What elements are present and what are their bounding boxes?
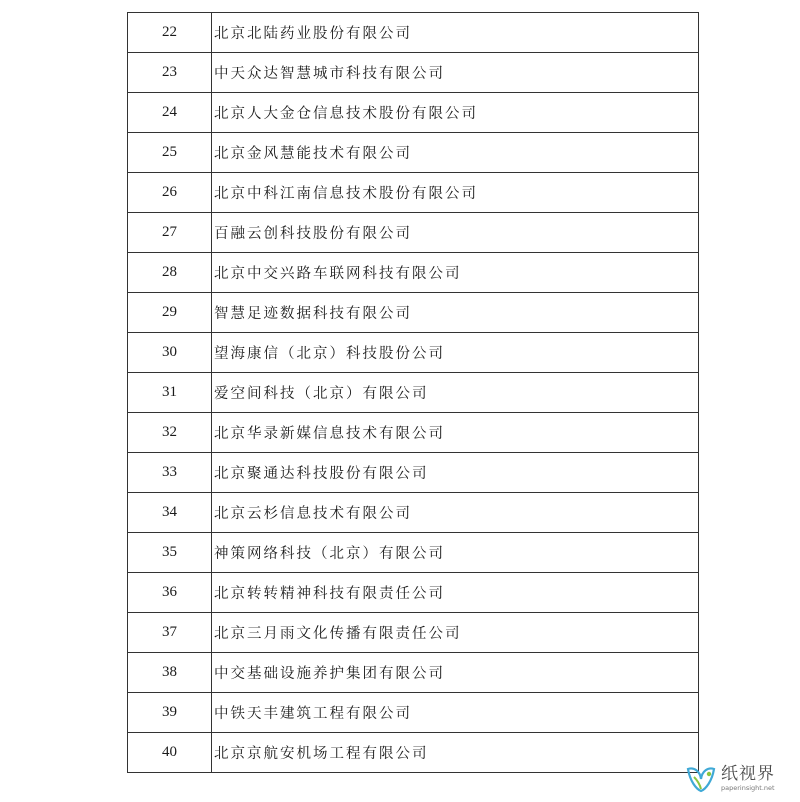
company-name: 百融云创科技股份有限公司 <box>214 226 412 242</box>
row-number: 31 <box>128 373 212 412</box>
watermark-title: 纸视界 <box>721 764 775 784</box>
table-row <box>128 612 698 652</box>
table-row <box>128 732 698 772</box>
table-row <box>128 332 698 372</box>
row-number: 22 <box>128 13 212 52</box>
table-row <box>128 372 698 412</box>
table-row <box>128 492 698 532</box>
row-number: 40 <box>128 733 212 772</box>
company-name: 北京华录新媒信息技术有限公司 <box>214 426 445 442</box>
row-number: 38 <box>128 653 212 692</box>
row-number: 26 <box>128 173 212 212</box>
table-row <box>128 52 698 92</box>
row-number: 32 <box>128 413 212 452</box>
watermark <box>684 756 792 800</box>
company-name: 北京金风慧能技术有限公司 <box>214 146 412 162</box>
company-name: 望海康信（北京）科技股份公司 <box>214 346 445 362</box>
paperinsight-logo-icon <box>684 761 718 795</box>
company-name: 北京北陆药业股份有限公司 <box>214 26 412 42</box>
company-name: 智慧足迹数据科技有限公司 <box>214 306 412 322</box>
company-name: 北京人大金仓信息技术股份有限公司 <box>214 106 478 122</box>
table-row <box>128 252 698 292</box>
company-name: 北京京航安机场工程有限公司 <box>214 746 429 762</box>
table-row <box>128 92 698 132</box>
row-number: 37 <box>128 613 212 652</box>
company-name: 爱空间科技（北京）有限公司 <box>214 386 429 402</box>
table-row <box>128 652 698 692</box>
table-row <box>128 172 698 212</box>
table-row <box>128 132 698 172</box>
company-name: 中交基础设施养护集团有限公司 <box>214 666 445 682</box>
row-number: 28 <box>128 253 212 292</box>
company-name: 北京云杉信息技术有限公司 <box>214 506 412 522</box>
table-row <box>128 292 698 332</box>
row-number: 27 <box>128 213 212 252</box>
row-number: 30 <box>128 333 212 372</box>
company-name: 北京三月雨文化传播有限责任公司 <box>214 626 462 642</box>
row-number: 35 <box>128 533 212 572</box>
row-number: 39 <box>128 693 212 732</box>
company-table <box>127 12 699 773</box>
row-number: 34 <box>128 493 212 532</box>
company-name: 北京中交兴路车联网科技有限公司 <box>214 266 462 282</box>
company-name: 北京转转精神科技有限责任公司 <box>214 586 445 602</box>
table-row <box>128 212 698 252</box>
company-name: 北京聚通达科技股份有限公司 <box>214 466 429 482</box>
company-name: 北京中科江南信息技术股份有限公司 <box>214 186 478 202</box>
table-row <box>128 452 698 492</box>
table-row <box>128 692 698 732</box>
table-row <box>128 572 698 612</box>
company-name: 中天众达智慧城市科技有限公司 <box>214 66 445 82</box>
row-number: 25 <box>128 133 212 172</box>
watermark-url: paperinsight.net <box>721 784 775 792</box>
row-number: 36 <box>128 573 212 612</box>
table-row <box>128 532 698 572</box>
company-name: 中铁天丰建筑工程有限公司 <box>214 706 412 722</box>
row-number: 23 <box>128 53 212 92</box>
row-number: 24 <box>128 93 212 132</box>
table-row <box>128 412 698 452</box>
row-number: 29 <box>128 293 212 332</box>
table-row <box>128 12 698 52</box>
company-name: 神策网络科技（北京）有限公司 <box>214 546 445 562</box>
row-number: 33 <box>128 453 212 492</box>
